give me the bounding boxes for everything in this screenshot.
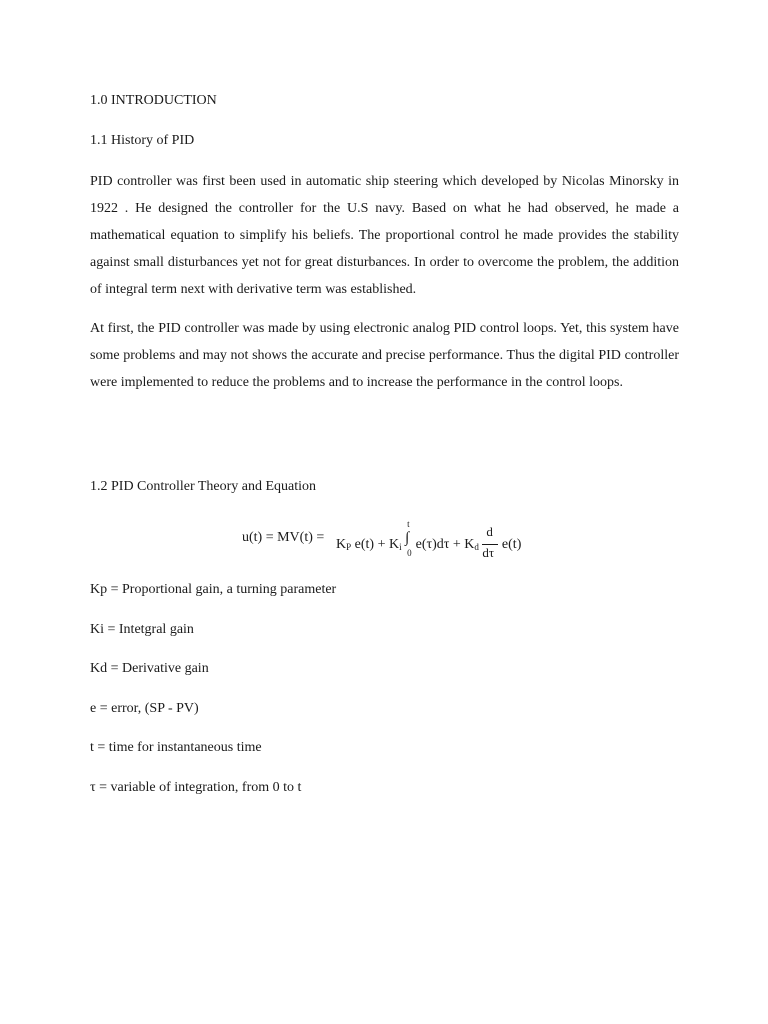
definition-ki: Ki = Intetgral gain <box>90 622 194 637</box>
definition-time: t = time for instantaneous time <box>90 740 262 755</box>
section-heading-introduction: 1.0 INTRODUCTION <box>90 93 217 108</box>
integral-upper-limit: t <box>407 519 410 530</box>
derivative-fraction <box>482 524 498 560</box>
definition-error: e = error, (SP - PV) <box>90 701 199 716</box>
ki-symbol: Ki <box>388 537 402 553</box>
integral-sign <box>405 519 412 559</box>
history-paragraph-1: PID controller was first been used in automatic ship steering which developed by Nicolas Minorsky in 1922 . He designed the controller for the U.S navy. Based on what he had observed, he made a mathematical equation to simplify his beliefs. The proportional control he made provides the stability against small disturbances yet not for great disturbances. In order to overcome the problem, the addition of integral term next with derivative term was established. <box>90 174 679 297</box>
proportional-term: e(t) + <box>354 537 386 553</box>
kd-symbol: Kd <box>464 537 479 553</box>
fraction-numerator: d <box>486 524 493 539</box>
subsection-heading-theory: 1.2 PID Controller Theory and Equation <box>90 479 317 494</box>
integral-lower-limit: 0 <box>407 548 412 559</box>
definition-tau: τ = variable of integration, from 0 to t <box>90 780 302 795</box>
integral-symbol: ∫ <box>405 530 410 547</box>
equation-lhs: u(t) = MV(t) = <box>242 530 325 545</box>
fraction-denominator: dτ <box>482 545 495 560</box>
equation-rhs <box>336 519 522 560</box>
subsection-heading-history: 1.1 History of PID <box>90 133 195 148</box>
history-paragraph-2: At first, the PID controller was made by using electronic analog PID control loops. Yet, this system have some problems and may not shows the accurate and precise performance. Thus the digital PID controller were implemented to reduce the problems and to increase the performance in the control loops. <box>90 321 679 390</box>
kp-symbol: KP <box>336 537 352 553</box>
integral-term: e(τ)dτ + <box>415 537 461 553</box>
derivative-term: e(t) <box>501 537 522 553</box>
definition-kp: Kp = Proportional gain, a turning parameter <box>90 582 337 597</box>
definition-kd: Kd = Derivative gain <box>90 661 209 676</box>
